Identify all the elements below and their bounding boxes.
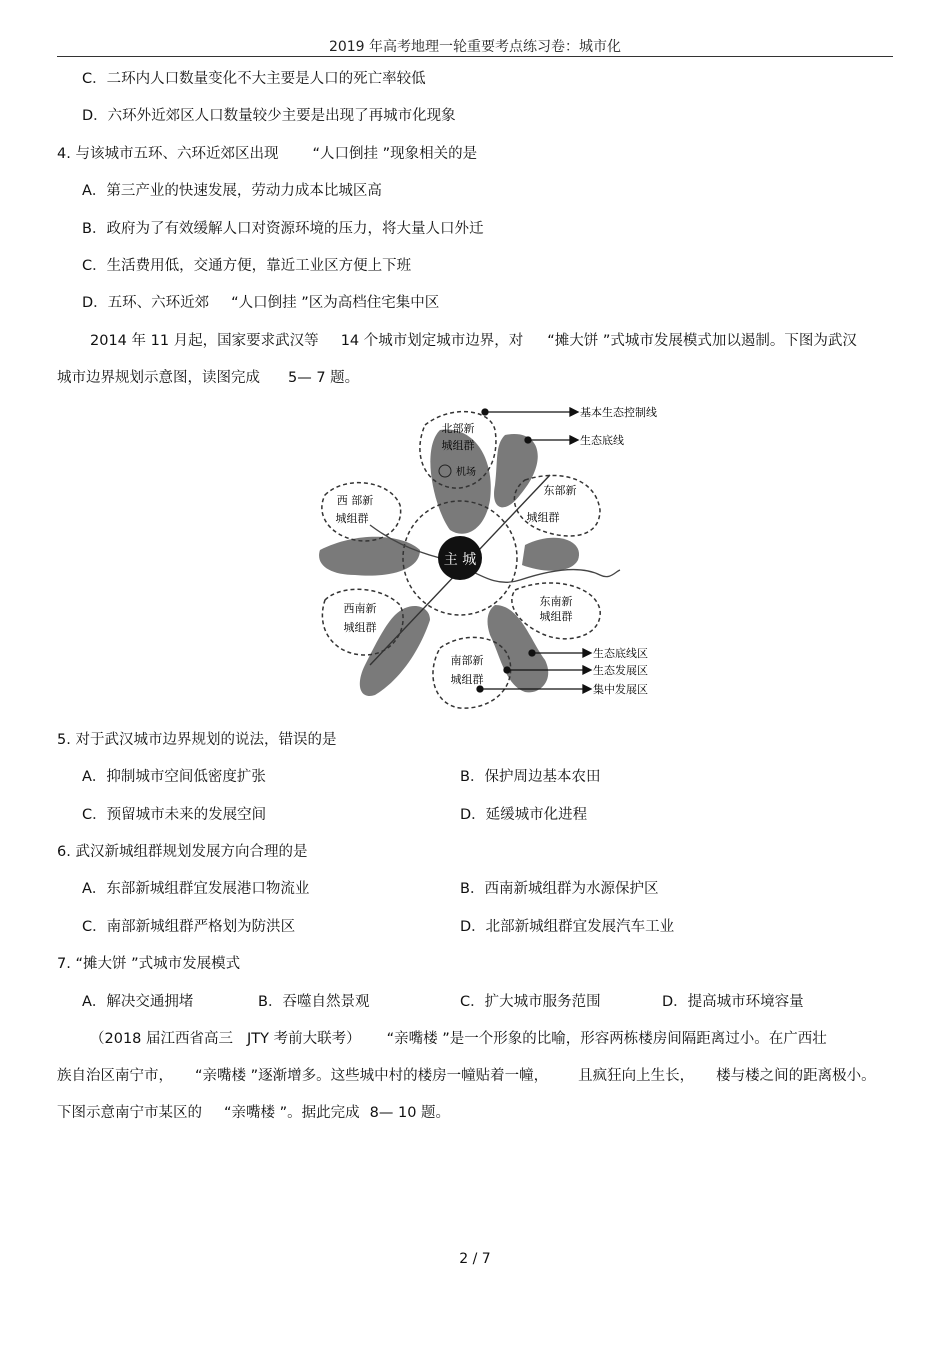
south-cluster-label-1: 南部新: [450, 654, 484, 667]
intro2-part5: “亲嘴楼 ”逐渐增多。这些城中村的楼房一幢贴着一幢，: [195, 1068, 549, 1084]
q4-stem-part2: “人口倒挂 ”现象相关的是: [312, 146, 478, 162]
west-cluster-label-2: 城组群: [335, 512, 369, 525]
southwest-cluster-label-2: 城组群: [343, 621, 377, 634]
intro2-part6: 且疯狂向上生长，: [578, 1068, 695, 1084]
q6-option-b: B．西南新城组群为水源保护区: [460, 881, 659, 897]
intro2-line3: [57, 1103, 450, 1123]
intro1-line1: [90, 331, 857, 351]
q5-stem: 5. 对于武汉城市边界规划的说法，错误的是: [57, 732, 337, 748]
intro2-part8: 下图示意南宁市某区的: [57, 1105, 202, 1121]
q4-option-d-part1: D．五环、六环近郊: [82, 295, 210, 311]
intro1-part4: 城市边界规划示意图，读图完成: [57, 370, 260, 386]
q4-option-b: B．政府为了有效缓解人口对资源环境的压力，将大量人口外迁: [82, 221, 484, 237]
q7-option-b: B．吞噬自然景观: [258, 994, 370, 1010]
legend-basic-eco-line: 基本生态控制线: [580, 406, 657, 419]
intro1-part1: 2014 年 11 月起，国家要求武汉等: [90, 333, 319, 349]
q6-option-a: A．东部新城组群宜发展港口物流业: [82, 881, 310, 897]
q3-option-d: D．六环外近郊区人口数量较少主要是出现了再城市化现象: [82, 108, 456, 124]
intro1-part2: 14 个城市划定城市边界，对: [340, 333, 524, 349]
intro2-line2: [57, 1066, 876, 1086]
intro1-line2: [57, 368, 359, 388]
intro1-part3: “摊大饼 ”式城市发展模式加以遏制。下图为武汉: [547, 333, 857, 349]
east-cluster-label-2: 城组群: [526, 511, 560, 524]
q4-stem-part1: 4. 与该城市五环、六环近郊区出现: [57, 146, 279, 162]
intro2-part4: 族自治区南宁市，: [57, 1068, 173, 1084]
airport-label: 机场: [456, 467, 476, 478]
q5-option-b: B．保护周边基本农田: [460, 769, 601, 785]
q4-option-c: C．生活费用低，交通方便，靠近工业区方便上下班: [82, 258, 412, 274]
q7-option-c: C．扩大城市服务范围: [460, 994, 601, 1010]
intro2-part10: 8— 10 题。: [369, 1105, 451, 1121]
q6-option-c: C．南部新城组群严格划为防洪区: [82, 919, 296, 935]
q5-option-d: D．延缓城市化进程: [460, 807, 588, 823]
q7-option-a: A．解决交通拥堵: [82, 994, 194, 1010]
southeast-cluster-label-1: 东南新: [539, 595, 573, 608]
legend-eco-bottom-line: 生态底线: [580, 434, 624, 447]
q4-option-a: A．第三产业的快速发展，劳动力成本比城区高: [82, 183, 382, 199]
q4-option-d-part2: “人口倒挂 ”区为高档住宅集中区: [231, 295, 440, 311]
intro2-line1: [90, 1029, 827, 1049]
main-city-label: 主 城: [443, 552, 477, 568]
intro2-part2: JTY 考前大联考）: [247, 1031, 361, 1047]
intro2-part7: 楼与楼之间的距离极小。: [716, 1068, 876, 1084]
southwest-cluster-label-1: 西南新: [343, 602, 377, 615]
q7-stem: 7. “摊大饼 ”式城市发展模式: [57, 956, 241, 972]
q4-option-d: [82, 293, 439, 313]
q6-stem: 6. 武汉新城组群规划发展方向合理的是: [57, 844, 308, 860]
north-cluster-label-1: 北部新: [441, 422, 475, 435]
q7-option-d: D．提高城市环境容量: [662, 994, 804, 1010]
north-cluster-label-2: 城组群: [441, 439, 475, 452]
legend-eco-bottom-zone: 生态底线区: [593, 647, 648, 660]
intro2-part1: （2018 届江西省高三: [90, 1031, 234, 1047]
page-header: 2019 年高考地理一轮重要考点练习卷：城市化: [328, 39, 622, 55]
wuhan-boundary-map: [300, 400, 680, 720]
q3-option-c: C．二环内人口数量变化不大主要是人口的死亡率较低: [82, 71, 426, 87]
intro1-part5: 5— 7 题。: [288, 370, 360, 386]
q4-stem: [57, 144, 477, 164]
legend-eco-development-zone: 生态发展区: [593, 664, 648, 677]
header-rule: [57, 56, 893, 57]
southeast-cluster-label-2: 城组群: [539, 610, 573, 623]
south-cluster-label-2: 城组群: [450, 673, 484, 686]
legend-concentrated-development-zone: 集中发展区: [593, 683, 648, 696]
west-cluster-label-1: 西 部新: [336, 494, 374, 507]
q6-option-d: D．北部新城组群宜发展汽车工业: [460, 919, 675, 935]
q5-option-a: A．抑制城市空间低密度扩张: [82, 769, 266, 785]
intro2-part3: “亲嘴楼 ”是一个形象的比喻，形容两栋楼房间隔距离过小。在广西壮: [386, 1031, 827, 1047]
q5-option-c: C．预留城市未来的发展空间: [82, 807, 267, 823]
intro2-part9: “亲嘴楼 ”。据此完成: [224, 1105, 360, 1121]
east-cluster-label-1: 东部新: [543, 484, 577, 497]
page-number: 2 / 7: [459, 1251, 491, 1267]
